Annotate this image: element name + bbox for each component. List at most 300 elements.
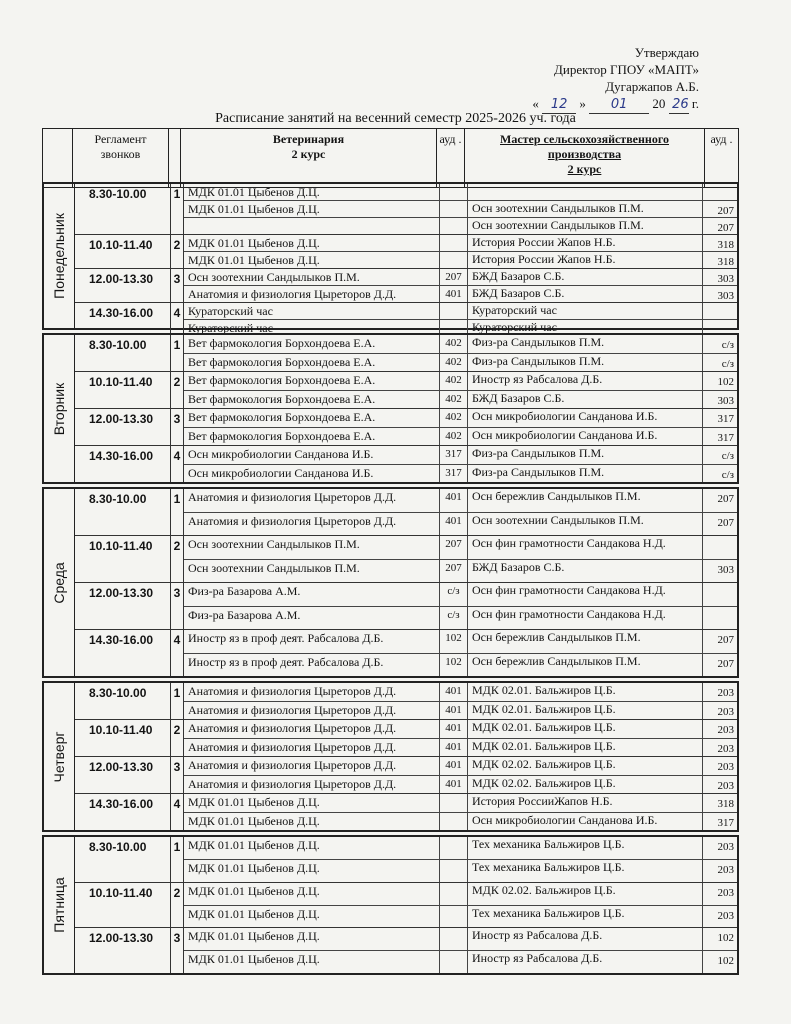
lesson-number: 1 (171, 335, 184, 371)
mas-subject (468, 184, 703, 200)
mas-room: 203 (717, 761, 734, 773)
vet-subject: МДК 01.01 Цыбенов Д.Ц. (184, 837, 440, 859)
lesson-number: 3 (171, 409, 184, 445)
mas-subject: Осн микробиологии Санданова И.Б. (468, 428, 703, 446)
lesson-slot (75, 583, 737, 630)
mas-subject: БЖД Базаров С.Б. (468, 286, 703, 302)
day-label (44, 184, 75, 328)
schedule-row (184, 860, 737, 882)
lesson-number: 1 (171, 837, 184, 882)
mas-subject: МДК 02.02. Бальжиров Ц.Б. (468, 757, 703, 775)
date-open: « (532, 96, 539, 111)
schedule-row (184, 218, 737, 234)
lesson-time: 14.30-16.00 (75, 303, 171, 336)
lesson-slot (75, 928, 737, 973)
schedule-row (184, 683, 737, 702)
header-mas (465, 129, 705, 188)
lesson-slot (75, 883, 737, 929)
lesson-slot (75, 372, 737, 409)
mas-room: 203 (717, 742, 734, 755)
vet-room (440, 218, 468, 234)
vet-subject: Вет фармокология Борхондоева Е.А. (184, 354, 440, 372)
mas-room: 203 (717, 687, 734, 699)
vet-room: с/з (440, 607, 468, 630)
schedule-row (184, 607, 737, 630)
mas-room: 203 (717, 863, 734, 876)
lesson-time: 8.30-10.00 (75, 683, 171, 719)
mas-room: 303 (717, 290, 734, 302)
day-lessons (75, 837, 737, 973)
mas-room: 318 (717, 239, 734, 251)
mas-room: 102 (717, 376, 734, 388)
mas-room (703, 184, 737, 200)
vet-subject: Физ-ра Базарова А.М. (184, 583, 440, 606)
vet-room: 401 (440, 286, 468, 302)
lesson-slot (75, 303, 737, 336)
mas-subject: Осн бережлив Сандылыков П.М. (468, 654, 703, 677)
mas-room: 303 (717, 394, 734, 407)
vet-room: 401 (440, 776, 468, 794)
day-block (42, 487, 739, 678)
mas-room: 317 (717, 816, 734, 829)
mas-subject: Осн микробиологии Санданова И.Б. (468, 409, 703, 427)
day-lessons (75, 489, 737, 676)
mas-room: с/з (721, 468, 734, 481)
day-lessons (75, 184, 737, 335)
vet-room: 401 (440, 739, 468, 757)
mas-subject: БЖД Базаров С.Б. (468, 269, 703, 285)
day-label (44, 489, 75, 676)
lesson-time: 14.30-16.00 (75, 794, 171, 830)
schedule-row (184, 739, 737, 757)
mas-room: с/з (721, 357, 734, 370)
vet-subject: Анатомия и физиология Цыреторов Д.Д. (184, 739, 440, 757)
schedule-row (184, 813, 737, 831)
vet-room: 401 (440, 720, 468, 738)
day-label (44, 683, 75, 830)
vet-room: 102 (440, 630, 468, 653)
lesson-time: 12.00-13.30 (75, 928, 171, 973)
lesson-time: 8.30-10.00 (75, 184, 171, 234)
vet-room (440, 252, 468, 268)
lesson-time: 8.30-10.00 (75, 489, 171, 535)
lesson-slot (75, 720, 737, 757)
vet-room (440, 794, 468, 812)
mas-room: 207 (717, 516, 734, 529)
lesson-rows (184, 446, 737, 482)
mas-room: 102 (717, 932, 734, 945)
day-block (42, 835, 739, 975)
vet-subject: МДК 01.01 Цыбенов Д.Ц. (184, 928, 440, 950)
lesson-number: 1 (171, 683, 184, 719)
schedule-header (42, 128, 739, 188)
lesson-slot (75, 536, 737, 583)
mas-room: 318 (717, 256, 734, 268)
lesson-rows (184, 372, 737, 408)
header-mas-title: Мастер сельскохозяйственного производства (500, 132, 669, 161)
lesson-rows (184, 630, 737, 676)
lesson-rows (184, 757, 737, 793)
vet-subject: Анатомия и физиология Цыреторов Д.Д. (184, 702, 440, 720)
schedule-row (184, 446, 737, 465)
day-lessons (75, 335, 737, 482)
lesson-rows (184, 720, 737, 756)
mas-subject: Физ-ра Сандылыков П.М. (468, 354, 703, 372)
vet-room (440, 951, 468, 973)
vet-subject (184, 218, 440, 234)
vet-subject: Осн микробиологии Санданова И.Б. (184, 446, 440, 464)
vet-subject: Вет фармокология Борхондоева Е.А. (184, 428, 440, 446)
header-vet (181, 129, 437, 188)
lesson-slot (75, 446, 737, 482)
schedule-row (184, 489, 737, 513)
vet-room (440, 837, 468, 859)
header-bells: Регламент звонков (73, 129, 169, 188)
mas-subject: Физ-ра Сандылыков П.М. (468, 446, 703, 464)
lesson-slot (75, 630, 737, 676)
mas-subject: МДК 02.02. Бальжиров Ц.Б. (468, 883, 703, 905)
vet-room: 402 (440, 391, 468, 409)
mas-subject: Тех механика Бальжиров Ц.Б. (468, 906, 703, 928)
mas-subject: МДК 02.01. Бальжиров Ц.Б. (468, 683, 703, 701)
lesson-rows (184, 883, 737, 928)
mas-room: 207 (717, 222, 734, 234)
lesson-time: 10.10-11.40 (75, 235, 171, 268)
header-mas-course: 2 курс (567, 162, 602, 176)
lesson-slot (75, 683, 737, 720)
document-title: Расписание занятий на весенний семестр 2025-2026 уч. года (215, 111, 576, 126)
vet-room (440, 184, 468, 200)
mas-subject: МДК 02.01. Бальжиров Ц.Б. (468, 739, 703, 757)
mas-subject: Осн фин грамотности Сандакова Н.Д. (468, 583, 703, 606)
header-room1: ауд . (437, 129, 465, 188)
lesson-time: 12.00-13.30 (75, 757, 171, 793)
mas-subject: Иностр яз Рабсалова Д.Б. (468, 372, 703, 390)
lesson-time: 12.00-13.30 (75, 269, 171, 302)
day-lessons (75, 683, 737, 830)
date-day: 12 (542, 96, 576, 114)
mas-room: 207 (717, 657, 734, 670)
vet-subject: Осн микробиологии Санданова И.Б. (184, 465, 440, 483)
schedule-row (184, 757, 737, 776)
mas-room: 203 (717, 705, 734, 718)
vet-subject: Анатомия и физиология Цыреторов Д.Д. (184, 683, 440, 701)
mas-subject: Тех механика Бальжиров Ц.Б. (468, 860, 703, 882)
day-label (44, 335, 75, 482)
lesson-rows (184, 683, 737, 719)
vet-subject: Вет фармокология Борхондоева Е.А. (184, 372, 440, 390)
vet-subject: Кураторский час (184, 303, 440, 319)
lesson-slot (75, 837, 737, 883)
schedule-row (184, 269, 737, 286)
vet-room: 317 (440, 465, 468, 483)
mas-room: с/з (721, 339, 734, 351)
schedule-row (184, 409, 737, 428)
lesson-number: 2 (171, 235, 184, 268)
lesson-time: 12.00-13.30 (75, 583, 171, 629)
schedule-row (184, 286, 737, 302)
vet-room (440, 303, 468, 319)
lesson-time: 8.30-10.00 (75, 837, 171, 882)
schedule-row (184, 702, 737, 720)
lesson-time: 12.00-13.30 (75, 409, 171, 445)
date-suffix: г. (691, 96, 699, 111)
vet-room (440, 235, 468, 251)
mas-subject: Иностр яз Рабсалова Д.Б. (468, 928, 703, 950)
vet-room (440, 928, 468, 950)
day-name: Понедельник (51, 213, 67, 299)
mas-subject: Осн бережлив Сандылыков П.М. (468, 630, 703, 653)
schedule-row (184, 303, 737, 320)
schedule-row (184, 335, 737, 354)
schedule-row (184, 428, 737, 446)
vet-room: 207 (440, 536, 468, 559)
schedule-row (184, 252, 737, 268)
vet-subject: МДК 01.01 Цыбенов Д.Ц. (184, 794, 440, 812)
lesson-slot (75, 489, 737, 536)
vet-subject: МДК 01.01 Цыбенов Д.Ц. (184, 951, 440, 973)
vet-subject: МДК 01.01 Цыбенов Д.Ц. (184, 883, 440, 905)
schedule-row (184, 372, 737, 391)
schedule-row (184, 513, 737, 536)
mas-room (703, 303, 737, 319)
lesson-rows (184, 837, 737, 882)
header-num (169, 129, 181, 188)
vet-subject: Осн зоотехнии Сандылыков П.М. (184, 269, 440, 285)
schedule-row (184, 391, 737, 409)
lesson-slot (75, 335, 737, 372)
mas-subject: МДК 02.01. Бальжиров Ц.Б. (468, 720, 703, 738)
vet-subject: МДК 01.01 Цыбенов Д.Ц. (184, 860, 440, 882)
lesson-time: 14.30-16.00 (75, 446, 171, 482)
schedule-row (184, 465, 737, 483)
date-year-prefix: 20 (652, 96, 666, 111)
lesson-number: 3 (171, 583, 184, 629)
vet-room (440, 813, 468, 831)
lesson-rows (184, 928, 737, 973)
header-room2: ауд . (705, 129, 739, 188)
lesson-number: 4 (171, 446, 184, 482)
schedule-row (184, 928, 737, 951)
mas-room: с/з (721, 450, 734, 462)
lesson-number: 3 (171, 757, 184, 793)
vet-room: 401 (440, 757, 468, 775)
schedule-row (184, 883, 737, 906)
approval-position: Директор ГПОУ «МАПТ» (554, 62, 699, 77)
approval-block (532, 44, 699, 114)
mas-subject: Физ-ра Сандылыков П.М. (468, 465, 703, 483)
vet-subject: Вет фармокология Борхондоева Е.А. (184, 409, 440, 427)
date-year: 26 (669, 96, 689, 114)
lesson-time: 10.10-11.40 (75, 536, 171, 582)
vet-subject: Вет фармокология Борхондоева Е.А. (184, 335, 440, 353)
vet-room: 317 (440, 446, 468, 464)
vet-subject: Анатомия и физиология Цыреторов Д.Д. (184, 513, 440, 536)
vet-subject: Анатомия и физиология Цыреторов Д.Д. (184, 757, 440, 775)
mas-room (703, 583, 737, 606)
lesson-rows (184, 794, 737, 830)
mas-room: 203 (717, 909, 734, 922)
vet-subject: МДК 01.01 Цыбенов Д.Ц. (184, 184, 440, 200)
vet-room: 402 (440, 354, 468, 372)
vet-room: 207 (440, 560, 468, 583)
lesson-rows (184, 269, 737, 302)
vet-room: 102 (440, 654, 468, 677)
schedule-row (184, 235, 737, 252)
mas-room: 303 (717, 563, 734, 576)
schedule-row (184, 906, 737, 928)
vet-room: с/з (440, 583, 468, 606)
lesson-rows (184, 303, 737, 336)
approval-line: Утверждаю (634, 45, 699, 60)
vet-room: 401 (440, 489, 468, 512)
mas-subject: БЖД Базаров С.Б. (468, 560, 703, 583)
lesson-slot (75, 269, 737, 303)
lesson-time: 10.10-11.40 (75, 372, 171, 408)
mas-room: 102 (717, 955, 734, 968)
lesson-rows (184, 409, 737, 445)
day-label (44, 837, 75, 973)
header-empty (43, 129, 73, 188)
schedule-row (184, 583, 737, 607)
lesson-number: 4 (171, 303, 184, 336)
date-month: 01 (589, 96, 649, 114)
schedule-row (184, 354, 737, 372)
mas-subject: Осн бережлив Сандылыков П.М. (468, 489, 703, 512)
vet-subject: МДК 01.01 Цыбенов Д.Ц. (184, 201, 440, 217)
lesson-number: 3 (171, 928, 184, 973)
vet-room (440, 883, 468, 905)
vet-subject: Анатомия и физиология Цыреторов Д.Д. (184, 776, 440, 794)
header-vet-course: 2 курс (291, 147, 326, 161)
lesson-number: 2 (171, 883, 184, 928)
vet-subject: МДК 01.01 Цыбенов Д.Ц. (184, 235, 440, 251)
schedule-row (184, 837, 737, 860)
vet-subject: Осн зоотехнии Сандылыков П.М. (184, 536, 440, 559)
vet-subject: Вет фармокология Борхондоева Е.А. (184, 391, 440, 409)
mas-room: 203 (717, 886, 734, 899)
day-name: Пятница (51, 877, 67, 933)
day-block (42, 681, 739, 832)
vet-subject: Анатомия и физиология Цыреторов Д.Д. (184, 286, 440, 302)
lesson-rows (184, 184, 737, 234)
mas-room: 203 (717, 724, 734, 736)
schedule-row (184, 536, 737, 560)
mas-subject: Осн микробиологии Санданова И.Б. (468, 813, 703, 831)
mas-subject: Осн зоотехнии Сандылыков П.М. (468, 513, 703, 536)
day-name: Среда (51, 561, 67, 604)
schedule-row (184, 951, 737, 973)
lesson-rows (184, 235, 737, 268)
lesson-number: 3 (171, 269, 184, 302)
mas-room: 207 (717, 493, 734, 505)
vet-subject: Кураторский час (184, 320, 440, 336)
lesson-time: 8.30-10.00 (75, 335, 171, 371)
mas-room: 317 (717, 413, 734, 425)
lesson-slot (75, 757, 737, 794)
lesson-time: 14.30-16.00 (75, 630, 171, 676)
mas-room: 317 (717, 431, 734, 444)
schedule-row (184, 201, 737, 218)
mas-room: 207 (717, 205, 734, 217)
lesson-number: 1 (171, 184, 184, 234)
schedule-row (184, 630, 737, 654)
vet-subject: Анатомия и физиология Цыреторов Д.Д. (184, 720, 440, 738)
mas-subject: МДК 02.01. Бальжиров Ц.Б. (468, 702, 703, 720)
lesson-number: 2 (171, 536, 184, 582)
approval-signer: Дугаржапов А.Б. (605, 79, 699, 94)
mas-subject: Иностр яз Рабсалова Д.Б. (468, 951, 703, 973)
day-name: Четверг (51, 730, 67, 783)
mas-subject: Физ-ра Сандылыков П.М. (468, 335, 703, 353)
schedule-row (184, 720, 737, 739)
lesson-time: 10.10-11.40 (75, 883, 171, 928)
mas-subject: Осн зоотехнии Сандылыков П.М. (468, 201, 703, 217)
mas-subject: МДК 02.02. Бальжиров Ц.Б. (468, 776, 703, 794)
schedule-row (184, 560, 737, 583)
vet-subject: МДК 01.01 Цыбенов Д.Ц. (184, 813, 440, 831)
vet-room (440, 201, 468, 217)
mas-room (703, 607, 737, 630)
schedule-row (184, 184, 737, 201)
vet-room: 401 (440, 683, 468, 701)
mas-room (703, 536, 737, 559)
vet-room: 402 (440, 409, 468, 427)
lesson-number: 2 (171, 720, 184, 756)
lesson-rows (184, 583, 737, 629)
mas-subject: Тех механика Бальжиров Ц.Б. (468, 837, 703, 859)
schedule-row (184, 776, 737, 794)
lesson-rows (184, 536, 737, 582)
lesson-slot (75, 184, 737, 235)
lesson-slot (75, 794, 737, 830)
lesson-number: 4 (171, 794, 184, 830)
vet-room (440, 906, 468, 928)
lesson-time: 10.10-11.40 (75, 720, 171, 756)
vet-room: 401 (440, 513, 468, 536)
vet-subject: Осн зоотехнии Сандылыков П.М. (184, 560, 440, 583)
lesson-rows (184, 335, 737, 371)
mas-subject: Осн фин грамотности Сандакова Н.Д. (468, 607, 703, 630)
schedule-row (184, 654, 737, 677)
vet-room: 402 (440, 335, 468, 353)
schedule-row (184, 794, 737, 813)
vet-subject: МДК 01.01 Цыбенов Д.Ц. (184, 252, 440, 268)
mas-subject: История РоссииЖапов Н.Б. (468, 794, 703, 812)
lesson-slot (75, 409, 737, 446)
mas-room: 303 (717, 273, 734, 285)
vet-subject: Иностр яз в проф деят. Рабсалова Д.Б. (184, 654, 440, 677)
mas-subject: Кураторский час (468, 303, 703, 319)
lesson-number: 4 (171, 630, 184, 676)
mas-subject: Осн фин грамотности Сандакова Н.Д. (468, 536, 703, 559)
date-close: » (579, 96, 586, 111)
mas-subject: Осн зоотехнии Сандылыков П.М. (468, 218, 703, 234)
mas-room: 318 (717, 798, 734, 810)
vet-room: 402 (440, 428, 468, 446)
vet-room: 401 (440, 702, 468, 720)
mas-subject: Кураторский час (468, 320, 703, 336)
vet-room (440, 860, 468, 882)
vet-room: 402 (440, 372, 468, 390)
mas-subject: История России Жапов Н.Б. (468, 252, 703, 268)
mas-room: 203 (717, 779, 734, 792)
mas-room: 203 (717, 841, 734, 853)
lesson-number: 2 (171, 372, 184, 408)
mas-subject: БЖД Базаров С.Б. (468, 391, 703, 409)
vet-subject: Иностр яз в проф деят. Рабсалова Д.Б. (184, 630, 440, 653)
vet-subject: Физ-ра Базарова А.М. (184, 607, 440, 630)
